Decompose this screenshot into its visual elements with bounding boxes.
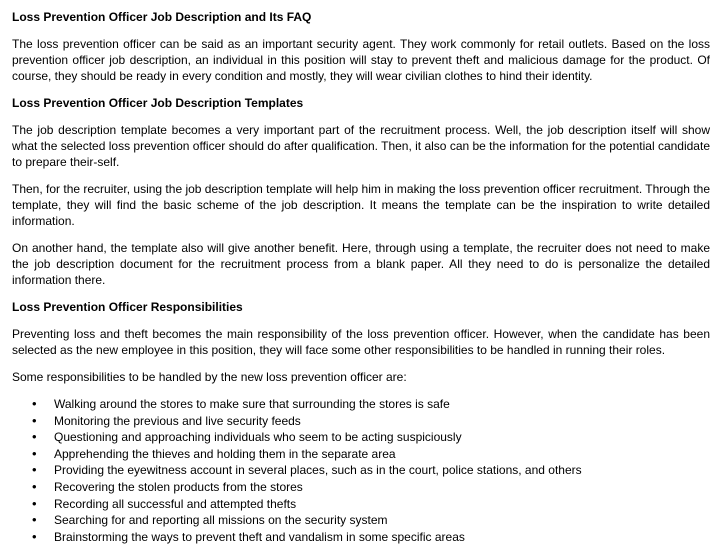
bullet-icon: • xyxy=(32,412,37,428)
list-item-text: Recovering the stolen products from the stores xyxy=(54,479,303,494)
list-item-text: Walking around the stores to make sure that surrounding the stores is safe xyxy=(54,397,450,411)
list-item-text: Brainstorming the ways to prevent theft and vandalism in some specific areas xyxy=(54,529,465,544)
bullet-icon: • xyxy=(32,495,37,511)
list-item-text: Recording all successful and attempted thefts xyxy=(54,496,297,511)
intro-paragraph: The loss prevention officer can be said as an important security agent. They work commonly for retail outlets. Based on the loss prevention officer job description, an individual in this position will stay to prevent theft and malicious damage for the product. Of course, they should be ready in every condition and mostly, they will wear civilian clothes to hind their identity. xyxy=(12,37,710,83)
bullet-icon: • xyxy=(32,396,37,411)
list-item xyxy=(32,496,710,513)
bullet-icon: • xyxy=(32,462,37,478)
templates-paragraph-3: On another hand, the template also will give another benefit. Here, through using a template, the recruiter does not need to make the job description document for the recruitment process from a blank paper. All they need to do is personalize the detailed information there. xyxy=(12,241,710,287)
list-item-text: Providing the eyewitness account in several places, such as in the court, police stations, and others xyxy=(54,463,582,478)
responsibilities-paragraph-1: Preventing loss and theft becomes the main responsibility of the loss prevention officer. However, when the candidate has been selected as the new employee in this position, they will face some other responsibilities to be handled in running their roles. xyxy=(12,327,710,357)
list-item xyxy=(32,479,710,496)
templates-paragraph-2: Then, for the recruiter, using the job description template will help him in making the loss prevention officer recruitment. Through the template, they will find the basic scheme of the job description. It means the template can be the inspiration to write detailed information. xyxy=(12,182,710,228)
bullet-icon: • xyxy=(32,445,37,461)
list-item xyxy=(32,429,710,446)
section-heading-faq: Loss Prevention Officer Job Description and Its FAQ xyxy=(12,10,312,24)
templates-paragraph-1: The job description template becomes a very important part of the recruitment process. Well, the job description itself will show what the selected loss prevention officer should do after qualification. Then, it also can be the information for the potential candidate to prepare their-self. xyxy=(12,123,710,169)
list-item xyxy=(32,512,710,529)
list-item xyxy=(32,413,710,430)
list-item xyxy=(32,446,710,463)
responsibilities-paragraph-2: Some responsibilities to be handled by the new loss prevention officer are: xyxy=(12,370,407,384)
list-item xyxy=(32,529,710,546)
bullet-icon: • xyxy=(32,512,37,528)
list-item-text: Searching for and reporting all missions on the security system xyxy=(54,513,388,528)
section-heading-responsibilities: Loss Prevention Officer Responsibilities xyxy=(12,300,243,314)
bullet-icon: • xyxy=(32,429,37,445)
bullet-icon: • xyxy=(32,528,37,544)
list-item xyxy=(32,462,710,479)
section-heading-templates: Loss Prevention Officer Job Description Templates xyxy=(12,96,304,110)
list-item-text: Monitoring the previous and live security feeds xyxy=(54,413,301,428)
list-item-text: Apprehending the thieves and holding them in the separate area xyxy=(54,446,396,461)
list-item-text: Questioning and approaching individuals who seem to be acting suspiciously xyxy=(54,430,462,445)
responsibilities-list xyxy=(12,396,710,545)
list-item xyxy=(32,396,710,413)
bullet-icon: • xyxy=(32,478,37,494)
